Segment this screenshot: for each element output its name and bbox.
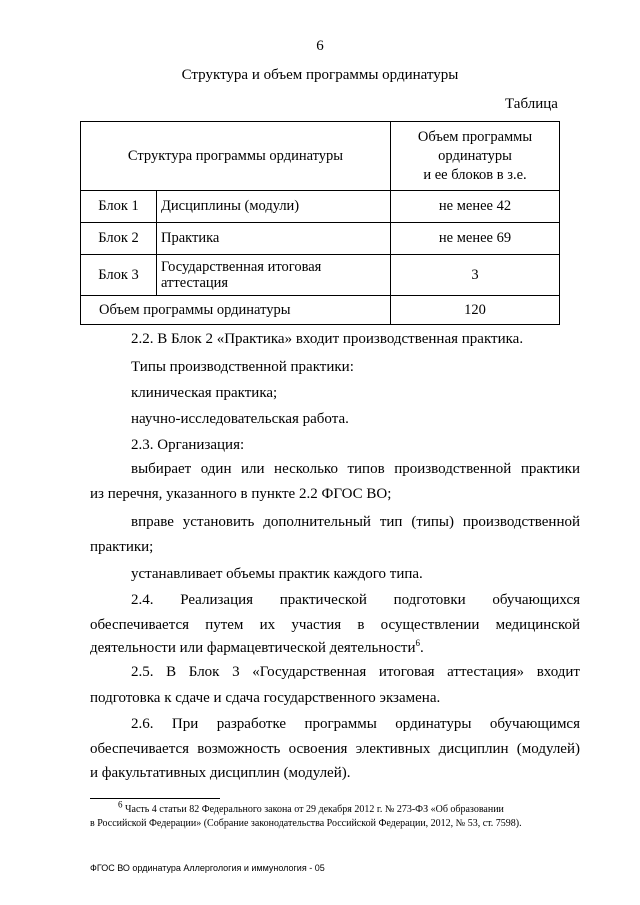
paragraph: Типы производственной практики: — [131, 359, 354, 375]
table-header-row — [81, 122, 560, 191]
paragraph: научно-исследовательская работа. — [131, 411, 349, 427]
paragraph-line: выбирает один или несколько типов производственной практики — [131, 461, 580, 477]
paragraph-line: вправе установить дополнительный тип (типы) производственной — [131, 514, 580, 530]
paragraph-line: деятельности или фармацевтической деятельности$^6$. — [90, 638, 424, 656]
paragraph: клиническая практика; — [131, 385, 278, 401]
footnote-line: в Российской Федерации» (Собрание законодательства Российской Федерации, 2012, № 53, ст. 7598). — [90, 818, 522, 829]
block-name-cell: Дисциплины (модули) — [157, 191, 391, 223]
header-structure: Структура программы ординатуры — [81, 122, 391, 191]
block-value-cell: не менее 42 — [391, 191, 560, 223]
paragraph: 2.2. В Блок 2 «Практика» входит производственная практика. — [131, 331, 524, 347]
header-volume-line: Объем программы — [417, 128, 533, 145]
paragraph-line: и факультативных дисциплин (модулей). — [90, 765, 351, 781]
block-value-cell: 3 — [391, 255, 560, 296]
block-name-cell — [157, 255, 391, 296]
section-title: Структура и объем программы ординатуры — [181, 67, 459, 83]
header-volume-line: и ее блоков в з.е. — [423, 166, 527, 183]
total-value-cell: 120 — [391, 296, 560, 325]
block-cell: Блок 1 — [81, 191, 157, 223]
page-footer: ФГОС ВО ординатура Аллергология и иммунология - 05 — [90, 863, 325, 873]
block-cell: Блок 2 — [81, 223, 157, 255]
footnote-separator — [90, 798, 220, 799]
footnote-reference: 6 — [415, 638, 420, 648]
total-label-cell: Объем программы ординатуры — [81, 296, 391, 325]
paragraph-line: 2.4. Реализация практической подготовки обучающихся — [131, 592, 580, 608]
table-label: Таблица — [505, 96, 558, 112]
footnote-line — [118, 799, 580, 815]
block-value-cell: не менее 69 — [391, 223, 560, 255]
block-name-line: аттестация — [161, 275, 229, 291]
header-volume — [391, 122, 560, 191]
paragraph-text: деятельности или фармацевтической деятельности — [90, 640, 416, 656]
paragraph-line: из перечня, указанного в пункте 2.2 ФГОС ВО; — [90, 486, 392, 502]
block-cell: Блок 3 — [81, 255, 157, 296]
block-name-cell: Практика — [157, 223, 391, 255]
footnote-marker: 6 — [118, 799, 123, 810]
page-number: 6 — [316, 38, 324, 54]
table-row — [81, 191, 560, 223]
table-row — [81, 255, 560, 296]
paragraph-line: обеспечивается путем их участия в осуществлении медицинской — [90, 617, 580, 633]
header-volume-line: ординатуры — [438, 147, 512, 164]
paragraph-line: 2.5. В Блок 3 «Государственная итоговая аттестация» входит — [131, 664, 580, 680]
paragraph-line: обеспечивается возможность освоения элективных дисциплин (модулей) — [90, 741, 580, 757]
block-name-line: Государственная итоговая — [161, 259, 322, 275]
footnote-text: Часть 4 статьи 82 Федерального закона от 29 декабря 2012 г. № 273-ФЗ «Об образовании — [122, 804, 504, 815]
paragraph-line: практики; — [90, 539, 154, 555]
table-total-row — [81, 296, 560, 325]
paragraph: 2.3. Организация: — [131, 437, 245, 453]
paragraph-line: подготовка к сдаче и сдача государственного экзамена. — [90, 690, 441, 706]
table-row — [81, 223, 560, 255]
paragraph-line: 2.6. При разработке программы ординатуры обучающимся — [131, 716, 580, 732]
structure-table — [80, 121, 560, 325]
paragraph: устанавливает объемы практик каждого типа. — [131, 566, 423, 582]
